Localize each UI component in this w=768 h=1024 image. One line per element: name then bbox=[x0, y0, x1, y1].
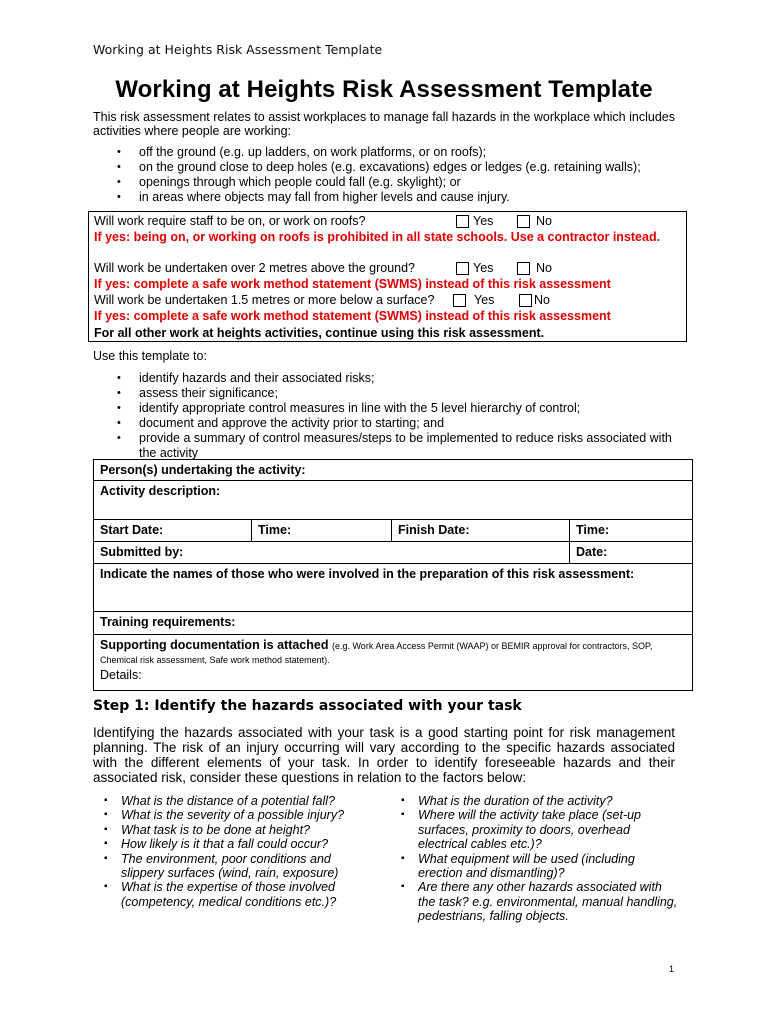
yes-label: Yes bbox=[473, 261, 494, 275]
activity-label: Activity description: bbox=[100, 484, 221, 498]
hazard-questions-right bbox=[398, 794, 678, 924]
list-item: • off the ground (e.g. up ladders, on work platforms, or on roofs); bbox=[115, 145, 675, 160]
list-item: ▪ What is the expertise of those involved (competency, medical conditions etc.)? bbox=[101, 880, 371, 909]
step-1-heading: Step 1: Identify the hazards associated with your task bbox=[93, 698, 522, 714]
intro-paragraph: This risk assessment relates to assist workplaces to manage fall hazards in the workplace which includes activities where people are working: bbox=[93, 110, 675, 138]
date-field[interactable] bbox=[570, 542, 693, 564]
no-label: No bbox=[536, 261, 552, 275]
list-item: ▪ Where will the activity take place (set-up surfaces, proximity to doors, overhead electrical cables etc.)? bbox=[398, 808, 678, 851]
details-label: Details: bbox=[100, 668, 142, 682]
list-item: • identify hazards and their associated risks; bbox=[115, 371, 685, 386]
list-item: ▪ How likely is it that a fall could occur? bbox=[101, 837, 371, 851]
list-item: • on the ground close to deep holes (e.g. excavations) edges or ledges (e.g. retaining walls); bbox=[115, 160, 675, 175]
training-label: Training requirements: bbox=[100, 615, 236, 629]
supporting-label: Supporting documentation is attached bbox=[100, 638, 329, 652]
swms-warning-1: If yes: complete a safe work method statement (SWMS) instead of this risk assessment bbox=[94, 277, 611, 291]
list-item: ▪ What is the severity of a possible injury? bbox=[101, 808, 371, 822]
q1-yes-checkbox[interactable] bbox=[456, 215, 469, 228]
q1-no-checkbox[interactable] bbox=[517, 215, 530, 228]
finish-date-label: Finish Date: bbox=[398, 523, 470, 537]
no-label: No bbox=[536, 214, 552, 228]
use-template-list bbox=[115, 371, 685, 461]
persons-label: Person(s) undertaking the activity: bbox=[100, 463, 306, 477]
question-2-metres: Will work be undertaken over 2 metres above the ground? bbox=[94, 261, 416, 275]
list-item: • assess their significance; bbox=[115, 386, 685, 401]
list-item: ▪ What is the duration of the activity? bbox=[398, 794, 678, 808]
supporting-documentation-field[interactable] bbox=[94, 635, 693, 691]
no-label: No bbox=[534, 293, 550, 307]
q2-yes-option[interactable] bbox=[456, 261, 493, 275]
q1-no-option[interactable] bbox=[517, 214, 552, 228]
question-roofs: Will work require staff to be on, or work on roofs? bbox=[94, 214, 366, 228]
q3-no-checkbox[interactable] bbox=[519, 294, 532, 307]
intro-bullet-list bbox=[115, 145, 675, 205]
use-template-heading: Use this template to: bbox=[93, 349, 207, 363]
list-item: ▪ What is the distance of a potential fall? bbox=[101, 794, 371, 808]
involved-label: Indicate the names of those who were involved in the preparation of this risk assessment: bbox=[100, 567, 635, 581]
q3-yes-option[interactable] bbox=[453, 293, 494, 307]
persons-field[interactable] bbox=[94, 460, 693, 481]
list-item: • provide a summary of control measures/steps to be implemented to reduce risks associated with the activity bbox=[115, 431, 685, 461]
list-item: • document and approve the activity prior to starting; and bbox=[115, 416, 685, 431]
list-item: ▪ Are there any other hazards associated with the task? e.g. environmental, manual handling, pedestrians, falling objects. bbox=[398, 880, 678, 923]
list-item: ▪ What equipment will be used (including erection and dismantling)? bbox=[398, 852, 678, 881]
hazard-questions-left bbox=[101, 794, 371, 909]
list-item: • openings through which people could fall (e.g. skylight); or bbox=[115, 175, 675, 190]
start-time-field[interactable] bbox=[252, 520, 392, 542]
yes-label: Yes bbox=[473, 214, 494, 228]
q2-yes-checkbox[interactable] bbox=[456, 262, 469, 275]
page-title: Working at Heights Risk Assessment Template bbox=[115, 76, 653, 103]
date-label: Date: bbox=[576, 545, 608, 559]
supporting-note: (e.g. Work Area Access Permit (WAAP) or BEMIR approval for contractors, SOP, Chemical risk assessment, Safe work method statement). bbox=[100, 641, 653, 665]
activity-details-form bbox=[93, 459, 693, 691]
start-date-label: Start Date: bbox=[100, 523, 164, 537]
training-field[interactable] bbox=[94, 612, 693, 635]
q3-yes-checkbox[interactable] bbox=[453, 294, 466, 307]
list-item: ▪ What task is to be done at height? bbox=[101, 823, 371, 837]
submitted-by-label: Submitted by: bbox=[100, 545, 184, 559]
swms-warning-2: If yes: complete a safe work method statement (SWMS) instead of this risk assessment bbox=[94, 309, 611, 323]
time-label: Time: bbox=[258, 523, 292, 537]
time-label: Time: bbox=[576, 523, 610, 537]
finish-date-field[interactable] bbox=[392, 520, 570, 542]
activity-description-field[interactable] bbox=[94, 481, 693, 520]
submitted-by-field[interactable] bbox=[94, 542, 570, 564]
list-item: • identify appropriate control measures in line with the 5 level hierarchy of control; bbox=[115, 401, 685, 416]
continue-instruction: For all other work at heights activities, continue using this risk assessment. bbox=[94, 326, 545, 340]
roofs-warning: If yes: being on, or working on roofs is prohibited in all state schools. Use a contractor instead. bbox=[94, 230, 661, 244]
q2-no-option[interactable] bbox=[517, 261, 552, 275]
running-header: Working at Heights Risk Assessment Template bbox=[93, 42, 383, 57]
list-item: • in areas where objects may fall from higher levels and cause injury. bbox=[115, 190, 675, 205]
involved-names-field[interactable] bbox=[94, 564, 693, 612]
start-date-field[interactable] bbox=[94, 520, 252, 542]
yes-label: Yes bbox=[474, 293, 495, 307]
list-item: ▪ The environment, poor conditions and slippery surfaces (wind, rain, exposure) bbox=[101, 852, 371, 881]
page-number: 1 bbox=[669, 964, 675, 974]
q1-yes-option[interactable] bbox=[456, 214, 493, 228]
question-1-5-metres: Will work be undertaken 1.5 metres or more below a surface? bbox=[94, 293, 435, 307]
q2-no-checkbox[interactable] bbox=[517, 262, 530, 275]
finish-time-field[interactable] bbox=[570, 520, 693, 542]
step-1-paragraph: Identifying the hazards associated with your task is a good starting point for risk management planning. The risk of an injury occurring will vary according to the specific hazards associated with the different elements of your task. In order to identify foreseeable hazards and their associated risk, consider these questions in relation to the factors below: bbox=[93, 725, 675, 785]
screening-questions-box bbox=[88, 211, 687, 342]
q3-no-option[interactable] bbox=[519, 293, 550, 307]
